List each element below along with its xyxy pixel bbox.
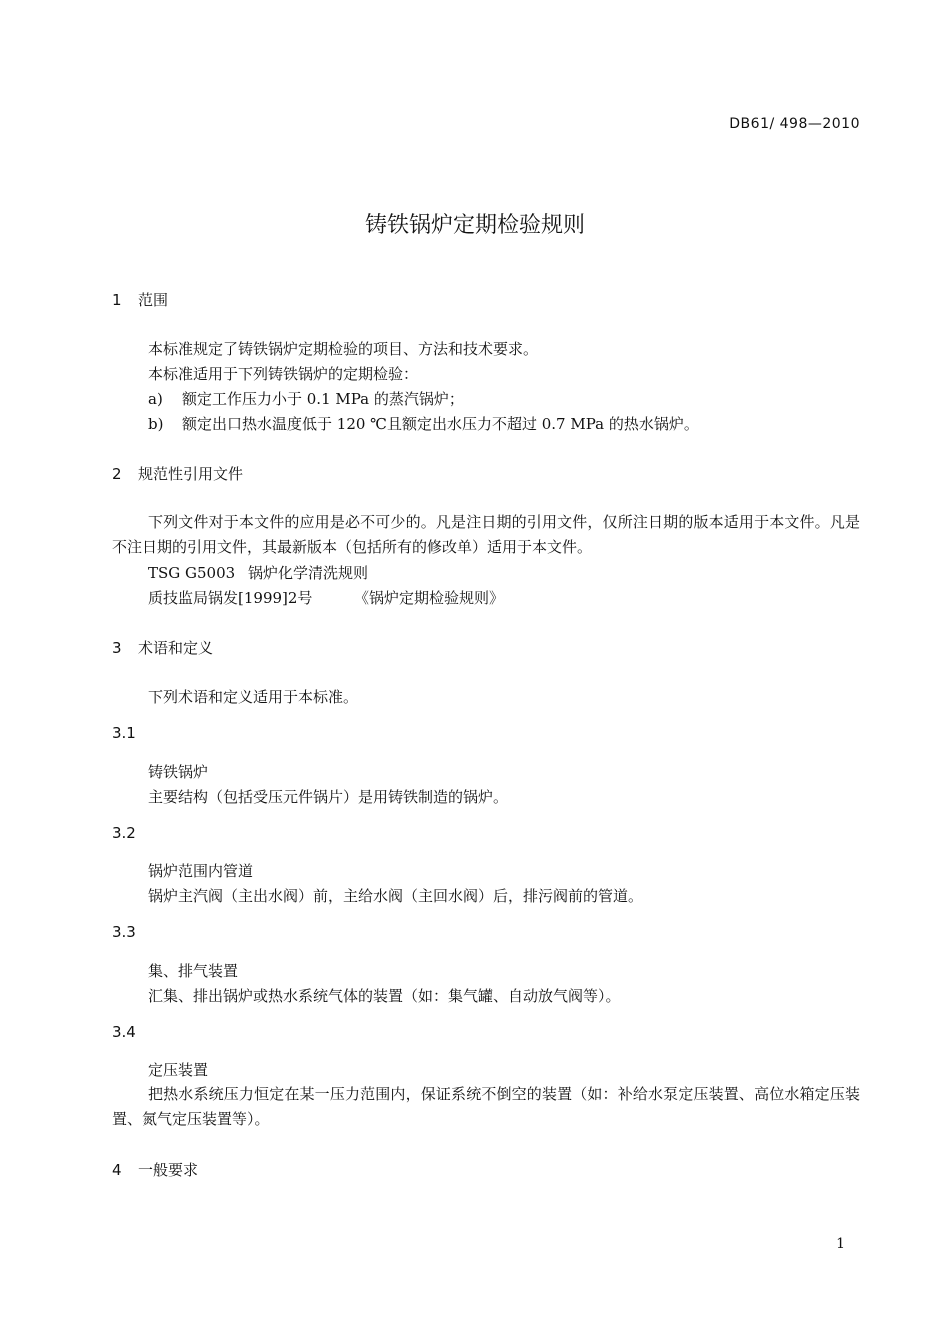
document-number: DB61/ 498—2010 [729, 116, 860, 132]
term-name: 铸铁锅炉 [148, 763, 209, 781]
section-title: 术语和定义 [138, 639, 214, 657]
term-name: 定压装置 [148, 1061, 209, 1079]
term-definition: 把热水系统压力恒定在某一压力范围内，保证系统不倒空的装置（如：补给水泵定压装置、高位水箱定压装置、氮气定压装置等）。 [112, 1085, 860, 1128]
section-3-heading [112, 637, 213, 658]
section-2-heading [112, 463, 243, 484]
reference-title: 《锅炉定期检验规则》 [354, 589, 505, 607]
section-title: 规范性引用文件 [138, 465, 244, 483]
paragraph: 下列术语和定义适用于本标准。 [148, 688, 359, 706]
section-title: 一般要求 [138, 1161, 199, 1179]
subsection-number: 3.3 [112, 923, 136, 941]
reference-item [148, 562, 368, 583]
subsection-number: 3.4 [112, 1023, 136, 1041]
section-number: 3 [112, 639, 122, 657]
page-number: 1 [836, 1236, 845, 1252]
term-definition: 汇集、排出锅炉或热水系统气体的装置（如：集气罐、自动放气阀等）。 [148, 987, 621, 1005]
list-item [148, 388, 464, 409]
section-4-heading [112, 1159, 198, 1180]
section-number: 2 [112, 465, 122, 483]
term-definition: 锅炉主汽阀（主出水阀）前，主给水阀（主回水阀）后，排污阀前的管道。 [148, 887, 644, 905]
list-item-label: a) [148, 390, 163, 408]
paragraph: 本标准规定了铸铁锅炉定期检验的项目、方法和技术要求。 [148, 340, 539, 358]
document-title: 铸铁锅炉定期检验规则 [364, 213, 585, 238]
reference-item [148, 587, 504, 608]
reference-code: 质技监局锅发[1999]2号 [148, 589, 313, 607]
subsection-number: 3.1 [112, 724, 136, 742]
reference-code: TSG G5003 [148, 564, 236, 582]
term-name: 集、排气装置 [148, 962, 239, 980]
section-number: 4 [112, 1161, 122, 1179]
section-title: 范围 [138, 291, 169, 309]
list-item [148, 413, 699, 434]
section-1-heading [112, 289, 168, 310]
list-item-text: 额定出口热水温度低于 120 ℃且额定出水压力不超过 0.7 MPa 的热水锅炉。 [182, 415, 699, 433]
reference-title: 锅炉化学清洗规则 [248, 564, 369, 582]
term-name: 锅炉范围内管道 [148, 862, 254, 880]
list-item-text: 额定工作压力小于 0.1 MPa 的蒸汽锅炉； [182, 390, 464, 408]
paragraph: 下列文件对于本文件的应用是必不可少的。凡是注日期的引用文件，仅所注日期的版本适用于本文件。凡是不注日期的引用文件，其最新版本（包括所有的修改单）适用于本文件。 [112, 513, 860, 556]
term-definition: 主要结构（包括受压元件锅片）是用铸铁制造的锅炉。 [148, 788, 509, 806]
paragraph: 本标准适用于下列铸铁锅炉的定期检验： [148, 365, 419, 383]
list-item-label: b) [148, 415, 164, 433]
subsection-number: 3.2 [112, 824, 136, 842]
section-number: 1 [112, 291, 122, 309]
